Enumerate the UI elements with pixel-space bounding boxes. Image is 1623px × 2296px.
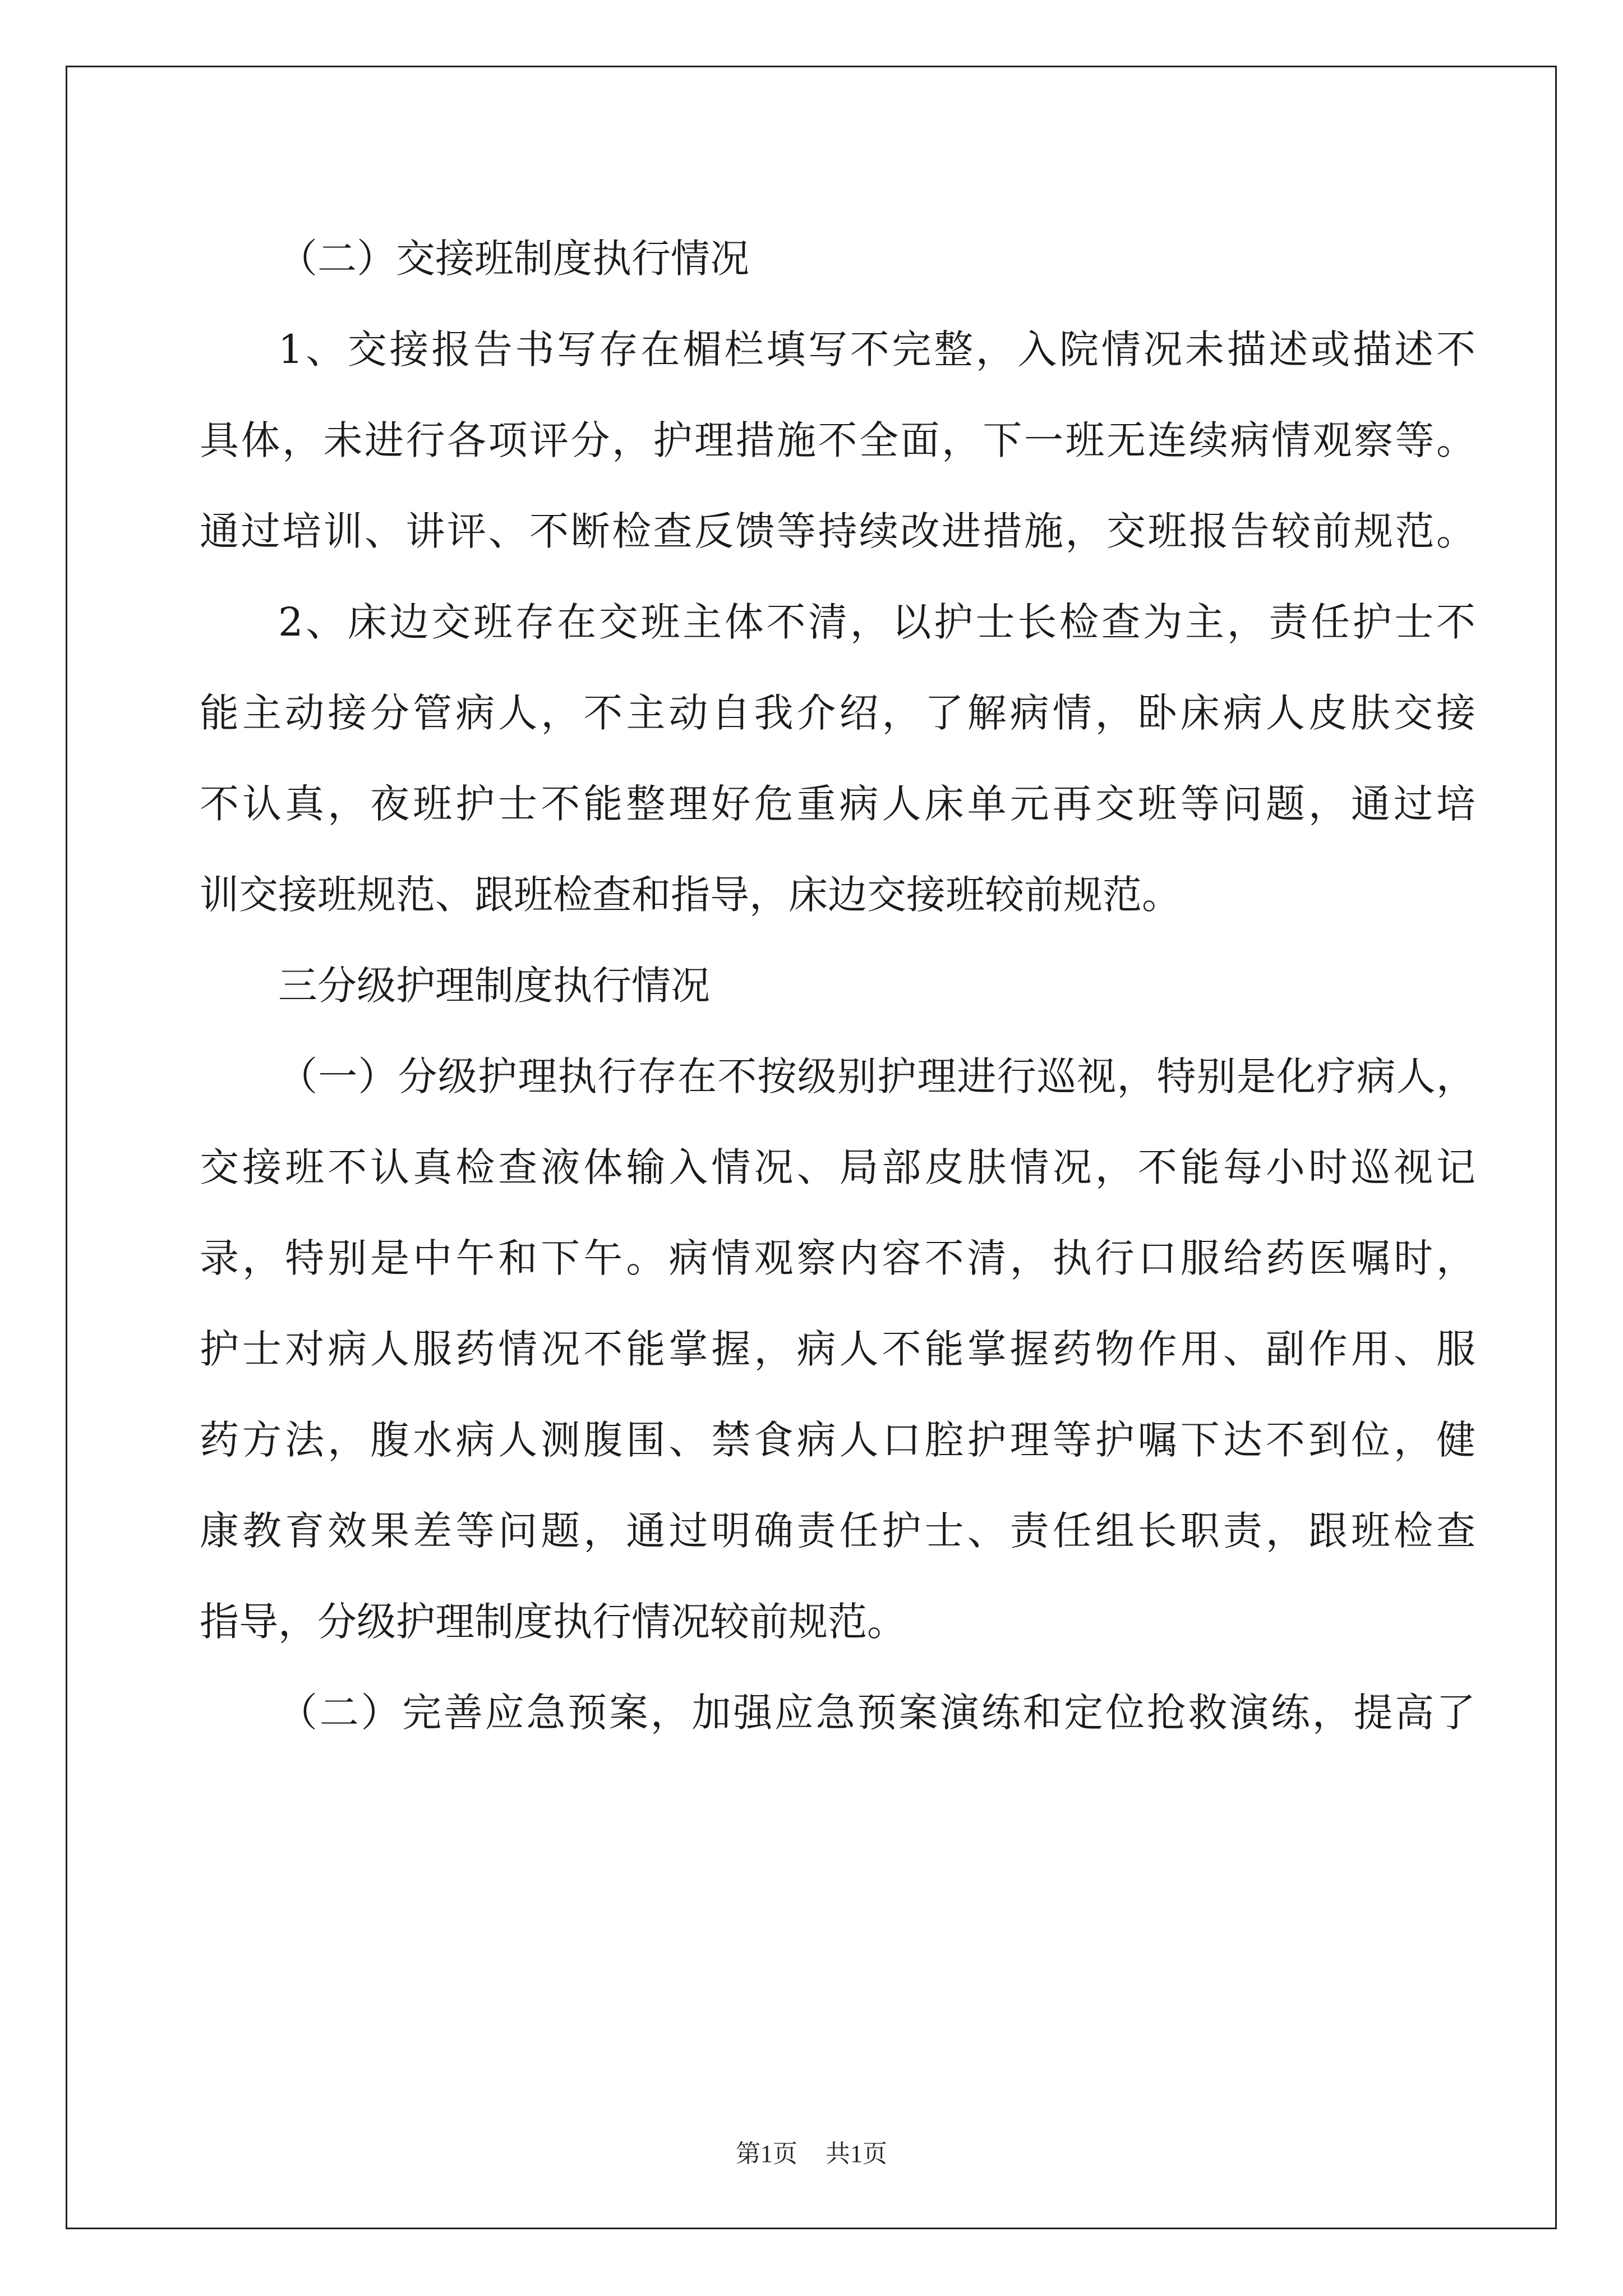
paragraph-line: 交接班不认真检查液体输入情况、局部皮肤情况，不能每小时巡视记: [200, 1144, 1476, 1190]
page-number-current: 第1页: [736, 2140, 797, 2168]
page-number-total: 共1页: [826, 2140, 887, 2168]
paragraph-line: 指导，分级护理制度执行情况较前规范。: [200, 1599, 906, 1645]
paragraph-line: 护士对病人服药情况不能掌握，病人不能掌握药物作用、副作用、服: [200, 1326, 1476, 1372]
section-heading: （二）交接班制度执行情况: [278, 236, 749, 282]
paragraph-line: 训交接班规范、跟班检查和指导，床边交接班较前规范。: [200, 872, 1181, 918]
paragraph-line: 通过培训、讲评、不断检查反馈等持续改进措施，交班报告较前规范。: [200, 508, 1476, 554]
paragraph-line: 康教育效果差等问题，通过明确责任护士、责任组长职责，跟班检查: [200, 1508, 1476, 1554]
paragraph-line: （一）分级护理执行存在不按级别护理进行巡视，特别是化疗病人，: [278, 1053, 1476, 1099]
paragraph-line: 1、交接报告书写存在楣栏填写不完整，入院情况未描述或描述不: [278, 326, 1476, 372]
paragraph-line: （二）完善应急预案，加强应急预案演练和定位抢救演练，提高了: [278, 1690, 1476, 1736]
paragraph-line: 不认真，夜班护士不能整理好危重病人床单元再交班等问题，通过培: [200, 781, 1476, 827]
paragraph-line: 录，特别是中午和下午。病情观察内容不清，执行口服给药医嘱时，: [200, 1235, 1476, 1281]
paragraph-line: 能主动接分管病人，不主动自我介绍，了解病情，卧床病人皮肤交接: [200, 690, 1476, 736]
paragraph-line: 药方法，腹水病人测腹围、禁食病人口腔护理等护嘱下达不到位，健: [200, 1417, 1476, 1463]
page-footer: [0, 2133, 1623, 2169]
paragraph-line: 2、床边交班存在交班主体不清，以护士长检查为主，责任护士不: [278, 599, 1476, 645]
paragraph-line: 具体，未进行各项评分，护理措施不全面，下一班无连续病情观察等。: [200, 417, 1476, 463]
document-body: [200, 213, 1476, 1758]
section-heading: 三分级护理制度执行情况: [278, 963, 710, 1009]
